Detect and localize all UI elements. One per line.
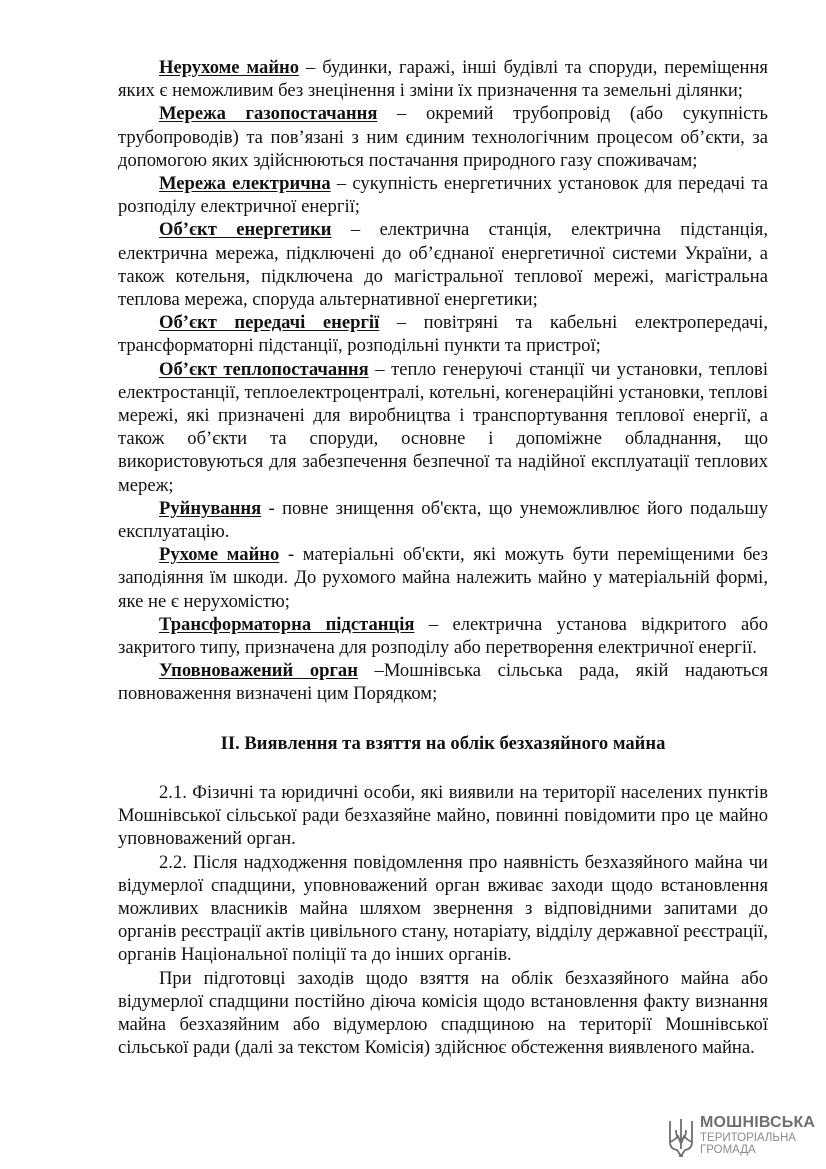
definition-text: – електрична станція, електрична підстанція, електрична мережа, підключені до об’єднаної енергетичної системи України, а також котельня, підключена до магістральної теплової мережі, магістральна теплова мережа, споруда альтернативної енергетики; (118, 219, 768, 311)
section-paragraph: 2.1. Фізичні та юридичні особи, які виявили на території населених пунктів Мошнівської сільської ради безхазяйне майно, повинні повідомити про це майно уповноважений орган. (118, 781, 768, 850)
definition-term: Об’єкт передачі енергії (159, 312, 380, 334)
definition-term: Мережа газопостачання (159, 103, 378, 125)
definition-item (118, 172, 768, 218)
definition-text: - матеріальні об'єкти, які можуть бути переміщеними без заподіяння їм шкоди. До рухомого майна належить майно у матеріальній формі, яке не є нерухомістю; (118, 544, 768, 612)
definition-text: – сукупність енергетичних установок для передачі та розподілу електричної енергії; (118, 173, 769, 218)
definition-text: – будинки, гаражі, інші будівлі та споруди, переміщення яких є неможливим без знецінення і зміни їх призначення та земельні ділянки; (118, 57, 768, 102)
definition-text: - повне знищення об'єкта, що унеможливлює його подальшу експлуатацію. (118, 497, 768, 543)
definition-item (118, 311, 768, 357)
document-page (118, 56, 768, 1059)
definition-item (118, 659, 768, 705)
definition-text: – тепло генеруючі станції чи установки, теплові електростанції, теплоелектроцентралі, котельні, когенераційні установки, теплові мережі, які призначені для виробництва і транспортування теплової енергії, а також об’єкти та споруди, основне і допоміжне обладнання, що використовуються для забезпечення безпечної та надійної експлуатації теплових мереж; (118, 358, 768, 496)
definition-item (118, 613, 768, 659)
definition-text: –Мошнівська сільська рада, якій надаються повноваження визначені цим Порядком; (118, 660, 769, 705)
section-paragraph: При підготовці заходів щодо взяття на облік безхазяйного майна або відумерлої спадщини постійно діюча комісія щодо встановлення факту визнання майна безхазяйним або відумерлою спадщиною на території Мошнівської сільської ради (далі за текстом Комісія) здійснює обстеження виявленого майна. (118, 967, 768, 1059)
definition-term: Руйнування (159, 497, 262, 519)
definition-term: Об’єкт енергетики (159, 219, 332, 241)
definition-text: – повітряні та кабельні електропередачі, трансформаторні підстанції, розподільні пункти та пристрої; (118, 312, 768, 357)
section-paragraph: 2.2. Після надходження повідомлення про наявність безхазяйного майна чи відумерлої спадщини, уповноважений орган вживає заходи щодо встановлення можливих власників майна шляхом звернення з відповідними запитами до органів реєстрації актів цивільного стану, нотаріату, відділу державної реєстрації, органів Національної поліції та до інших органів. (118, 851, 768, 966)
definition-item (118, 497, 768, 543)
definitions-list (118, 56, 768, 706)
definition-term: Об’єкт теплопостачання (159, 358, 369, 380)
definition-text: – електрична установа відкритого або закритого типу, призначена для розподілу або перетворення електричної енергії. (118, 613, 768, 659)
definition-term: Уповноважений орган (159, 660, 358, 682)
section-heading: ІІ. Виявлення та взяття на облік безхазяйного майна (220, 732, 666, 754)
definition-item (118, 358, 768, 497)
logo-title: МОШНІВСЬКА (700, 1114, 816, 1131)
section-body (118, 781, 768, 1059)
definition-item (118, 56, 768, 102)
definition-item (118, 543, 768, 613)
definition-term: Трансформаторна підстанція (159, 613, 415, 635)
definition-item (118, 102, 768, 172)
logo-subtitle-1: ТЕРИТОРІАЛЬНА (700, 1132, 796, 1144)
definition-term: Нерухоме майно (159, 57, 300, 78)
definition-term: Мережа електрична (159, 173, 331, 195)
definition-text: – окремий трубопровід (або сукупність трубопроводів) та пов’язані з ним єдиним технологічним процесом об’єкти, за допомогою яких здійснюються постачання природного газу споживачам; (118, 103, 768, 171)
community-logo (666, 1114, 816, 1162)
definition-item (118, 218, 768, 311)
logo-subtitle-2: ГРОМАДА (700, 1144, 756, 1156)
trident-emblem-icon (666, 1116, 696, 1160)
definition-term: Рухоме майно (159, 544, 280, 566)
